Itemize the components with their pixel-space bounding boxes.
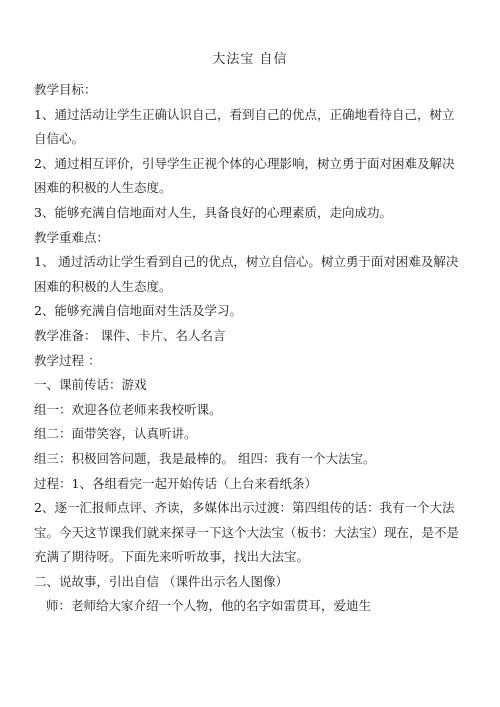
paragraph-process-step-2: 2、逐一汇报师点评、齐读，多媒体出示过渡：第四组传的话：我有一个大法宝。今天这节课我们就来探寻一下这个大法宝（板书：大法宝）现在，是不是充满了期待呀。下面先来听听故事，找出大法宝。 bbox=[34, 500, 460, 565]
paragraph-group-3-4: 组三：积极回答问题，我是最棒的。 组四：我有一个大法宝。 bbox=[34, 450, 376, 466]
paragraph-key-point-2: 2、能够充满自信地面对生活及学习。 bbox=[34, 303, 242, 319]
paragraph-group-1: 组一：欢迎各位老师来我校听课。 bbox=[34, 401, 222, 417]
paragraph-process-step-1: 过程：1、各组看完一起开始传话（上台来看纸条） bbox=[34, 475, 317, 491]
paragraph-objective-1: 1、通过活动让学生正确认识自己，看到自己的优点，正确地看待自己，树立自信心。 bbox=[34, 106, 455, 147]
document-body bbox=[34, 78, 466, 619]
paragraph-section-1: 一、课前传话：游戏 bbox=[34, 377, 147, 393]
paragraph-process-heading: 教学过程 ： bbox=[34, 352, 101, 368]
paragraph-objectives-heading: 教学目标： bbox=[34, 82, 97, 97]
paragraph-section-2: 二、说故事，引出自信 （课件出示名人图像） bbox=[34, 573, 288, 589]
document-title: 大法宝 自信 bbox=[212, 52, 288, 67]
paragraph-objective-3: 3、能够充满自信地面对人生，具备良好的心理素质，走向成功。 bbox=[34, 204, 392, 220]
paragraph-group-2: 组二：面带笑容，认真听讲。 bbox=[34, 426, 197, 442]
paragraph-key-points-heading: 教学重难点： bbox=[34, 229, 110, 245]
paragraph-objective-2: 2、通过相互评价，引导学生正视个体的心理影响，树立勇于面对困难及解决困难的积极的人生态度。 bbox=[34, 155, 455, 196]
paragraph-teacher-intro: 师：老师给大家介绍一个人物，他的名字如雷贯耳，爱迪生 bbox=[46, 598, 372, 614]
paragraph-preparation: 教学准备： 课件、卡片、名人名言 bbox=[34, 327, 226, 343]
paragraph-key-point-1: 1、 通过活动让学生看到自己的优点，树立自信心。树立勇于面对困难及解决困难的积极的人生态度。 bbox=[34, 254, 459, 294]
